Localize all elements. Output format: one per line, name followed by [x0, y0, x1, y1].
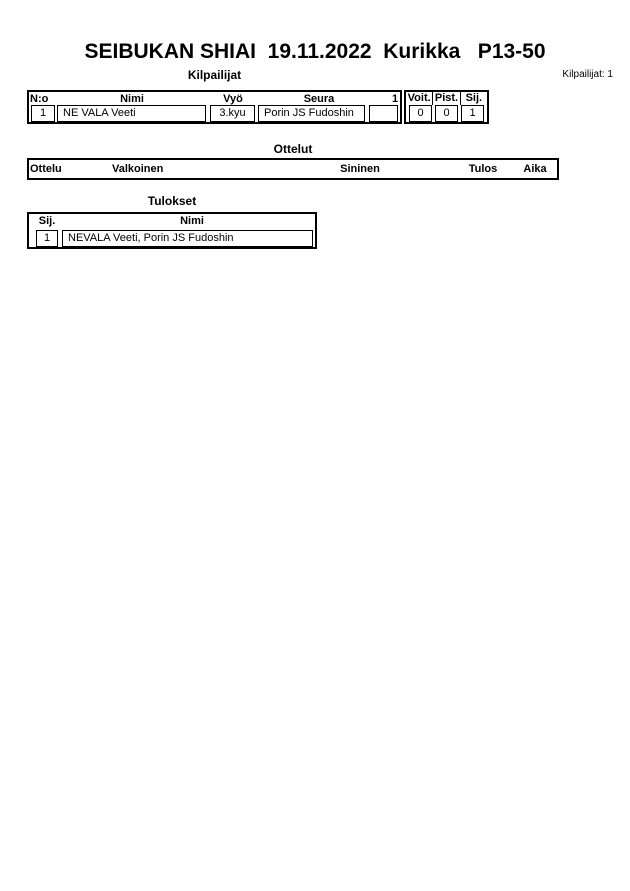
matches-header-time: Aika	[523, 163, 547, 175]
result-name-cell: NEVALA Veeti, Porin JS Fudoshin	[62, 230, 313, 247]
competitor-club-cell: Porin JS Fudoshin	[258, 105, 365, 122]
matches-header-blue: Sininen	[340, 163, 380, 175]
competitors-count-label: Kilpailijat: 1	[562, 69, 613, 80]
matches-section-heading: Ottelut	[273, 142, 313, 156]
stats-header-wins: Voit.	[406, 92, 433, 105]
competitors-header-col1: 1	[391, 93, 399, 105]
competitors-header-no: N:o	[30, 93, 49, 105]
matches-header-white: Valkoinen	[112, 163, 164, 175]
competitor-name-cell: NE VALA Veeti	[57, 105, 206, 122]
stats-place-cell: 1	[461, 105, 484, 122]
competitors-header-name: Nimi	[120, 93, 144, 105]
competitors-header-seura: Seura	[303, 93, 335, 105]
results-section-heading: Tulokset	[147, 194, 197, 208]
stats-header-row	[406, 92, 487, 105]
results-table	[27, 212, 317, 249]
competitor-match-cell	[369, 105, 398, 122]
stats-header-place: Sij.	[465, 92, 483, 104]
competitors-stats-table	[404, 90, 489, 124]
matches-header-result: Tulos	[468, 163, 498, 175]
competitor-belt-cell: 3.kyu	[210, 105, 255, 122]
matches-header-match: Ottelu	[30, 163, 62, 175]
results-header-name: Nimi	[180, 215, 204, 227]
page-title: SEIBUKAN SHIAI 19.11.2022 Kurikka P13-50	[84, 40, 546, 63]
matches-table	[27, 158, 559, 180]
results-header-place: Sij.	[38, 215, 56, 227]
stats-points-cell: 0	[435, 105, 458, 122]
stats-header-points: Pist.	[433, 92, 460, 105]
stats-wins-cell: 0	[409, 105, 432, 122]
competitors-header-belt: Vyö	[223, 93, 243, 105]
competitors-section-heading: Kilpailijat	[187, 68, 242, 82]
competitor-no-cell: 1	[31, 105, 55, 122]
competitors-table	[27, 90, 402, 124]
result-place-cell: 1	[36, 230, 58, 247]
